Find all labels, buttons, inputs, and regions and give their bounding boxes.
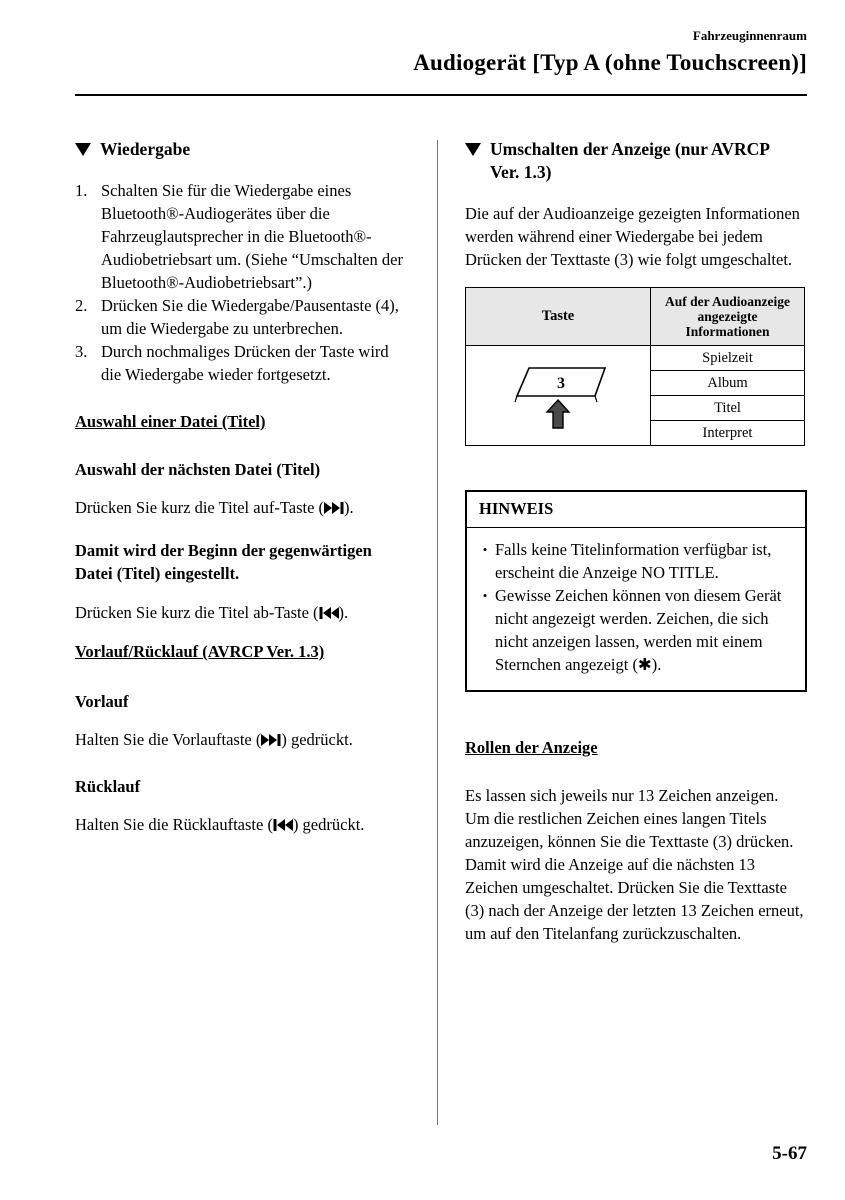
list-item bbox=[75, 340, 407, 386]
subheading-ruecklauf: Rücklauf bbox=[75, 777, 141, 796]
note-text: Falls keine Titelinformation verfügbar ist, erscheint die Anzeige NO TITLE. bbox=[495, 540, 772, 582]
text-run: ) gedrückt. bbox=[292, 815, 365, 834]
table-cell: Interpret bbox=[651, 421, 805, 446]
paragraph-ruecklauf bbox=[75, 813, 407, 836]
previous-track-icon bbox=[273, 819, 293, 831]
subheading-file-select: Auswahl einer Datei (Titel) bbox=[75, 412, 266, 431]
note-list-item bbox=[475, 538, 795, 584]
paragraph-prev-file bbox=[75, 601, 407, 624]
triangle-marker-icon bbox=[465, 143, 481, 156]
column-divider bbox=[437, 140, 438, 1125]
button-number-label: 3 bbox=[557, 375, 565, 392]
table-cell: Album bbox=[651, 371, 805, 396]
previous-track-icon bbox=[319, 607, 339, 619]
paragraph-current-file: Damit wird der Beginn der gegenwärtigen Datei (Titel) eingestellt. bbox=[75, 541, 372, 583]
playback-steps bbox=[75, 179, 407, 386]
table-header-info: Auf der Audioanzeige angezeigte Informationen bbox=[651, 288, 805, 346]
text-run: Drücken Sie kurz die Titel auf-Taste ( bbox=[75, 498, 325, 517]
next-track-icon bbox=[324, 502, 344, 514]
list-item bbox=[75, 294, 407, 340]
step-number: 3. bbox=[75, 342, 88, 361]
next-track-icon bbox=[261, 734, 281, 746]
section-heading-wiedergabe bbox=[75, 138, 407, 161]
text-button-illustration bbox=[466, 346, 651, 446]
text-button-icon bbox=[499, 352, 617, 434]
display-info-table bbox=[465, 287, 805, 446]
subheading-rollen: Rollen der Anzeige bbox=[465, 738, 598, 757]
left-column bbox=[75, 138, 407, 852]
text-run: Drücken Sie kurz die Titel ab-Taste ( bbox=[75, 603, 319, 622]
step-number: 1. bbox=[75, 181, 88, 200]
note-text: Gewisse Zeichen können von diesem Gerät nicht angezeigt werden. Zeichen, die sich nicht anzeigen lassen, werden mit einem Sternchen angezeigt (✱). bbox=[495, 586, 782, 674]
table-row bbox=[466, 346, 805, 371]
step-number: 2. bbox=[75, 296, 88, 315]
title-rule bbox=[75, 94, 807, 96]
note-list-item bbox=[475, 584, 795, 676]
table-cell: Spielzeit bbox=[651, 346, 805, 371]
bullet-icon: • bbox=[482, 542, 488, 557]
text-run: ) gedrückt. bbox=[281, 730, 353, 749]
paragraph-next-file bbox=[75, 496, 407, 519]
bullet-icon: • bbox=[482, 588, 488, 603]
page-number: 5-67 bbox=[772, 1143, 807, 1164]
triangle-marker-icon bbox=[75, 143, 91, 156]
paragraph-rollen: Es lassen sich jeweils nur 13 Zeichen anzeigen. Um die restlichen Zeichen eines langen Titels anzuzeigen, können Sie die Texttaste (3) drücken. Damit wird die Anzeige auf die nächsten 13 Zeichen umgeschaltet. Drücken Sie die Texttaste (3) nach der Anzeige der letzten 13 Zeichen erneut, um auf den Titelanfang zurückzuschalten. bbox=[465, 786, 804, 943]
subheading-next-file: Auswahl der nächsten Datei (Titel) bbox=[75, 460, 321, 479]
hinweis-title: HINWEIS bbox=[467, 492, 805, 528]
paragraph-intro: Die auf der Audioanzeige gezeigten Informationen werden während einer Wiedergabe bei jedem Drücken der Texttaste (3) wie folgt umgeschaltet. bbox=[465, 204, 800, 269]
table-cell: Titel bbox=[651, 396, 805, 421]
table-header-taste: Taste bbox=[466, 288, 651, 346]
step-text: Drücken Sie die Wiedergabe/Pausentaste (4), um die Wiedergabe zu unterbrechen. bbox=[101, 296, 399, 338]
section-heading-umschalten bbox=[465, 138, 807, 184]
step-text: Durch nochmaliges Drücken der Taste wird die Wiedergabe wieder fortgesetzt. bbox=[101, 342, 389, 384]
subheading-vorlauf: Vorlauf bbox=[75, 692, 129, 711]
step-text: Schalten Sie für die Wiedergabe eines Bluetooth®-Audiogerätes über die Fahrzeuglautsprecher in die Bluetooth®-Audiobetriebsart um. (Siehe “Umschalten der Bluetooth®-Audiobetriebsart”.) bbox=[101, 181, 403, 292]
section-heading-label: Wiedergabe bbox=[100, 139, 191, 159]
text-run: Halten Sie die Rücklauftaste ( bbox=[75, 815, 273, 834]
hinweis-box bbox=[465, 490, 807, 692]
right-column bbox=[465, 138, 807, 961]
paragraph-vorlauf bbox=[75, 728, 407, 751]
table-header-row bbox=[466, 288, 805, 346]
page-title: Audiogerät [Typ A (ohne Touchscreen)] bbox=[413, 50, 807, 75]
section-heading-label: Umschalten der Anzeige (nur AVRCP Ver. 1.3) bbox=[490, 139, 770, 182]
text-run: Halten Sie die Vorlauftaste ( bbox=[75, 730, 262, 749]
text-run: ). bbox=[338, 603, 349, 622]
hinweis-body bbox=[467, 528, 805, 690]
subheading-seek: Vorlauf/Rücklauf (AVRCP Ver. 1.3) bbox=[75, 642, 325, 661]
list-item bbox=[75, 179, 407, 294]
text-run: ). bbox=[344, 498, 354, 517]
chapter-label: Fahrzeuginnenraum bbox=[692, 28, 807, 43]
